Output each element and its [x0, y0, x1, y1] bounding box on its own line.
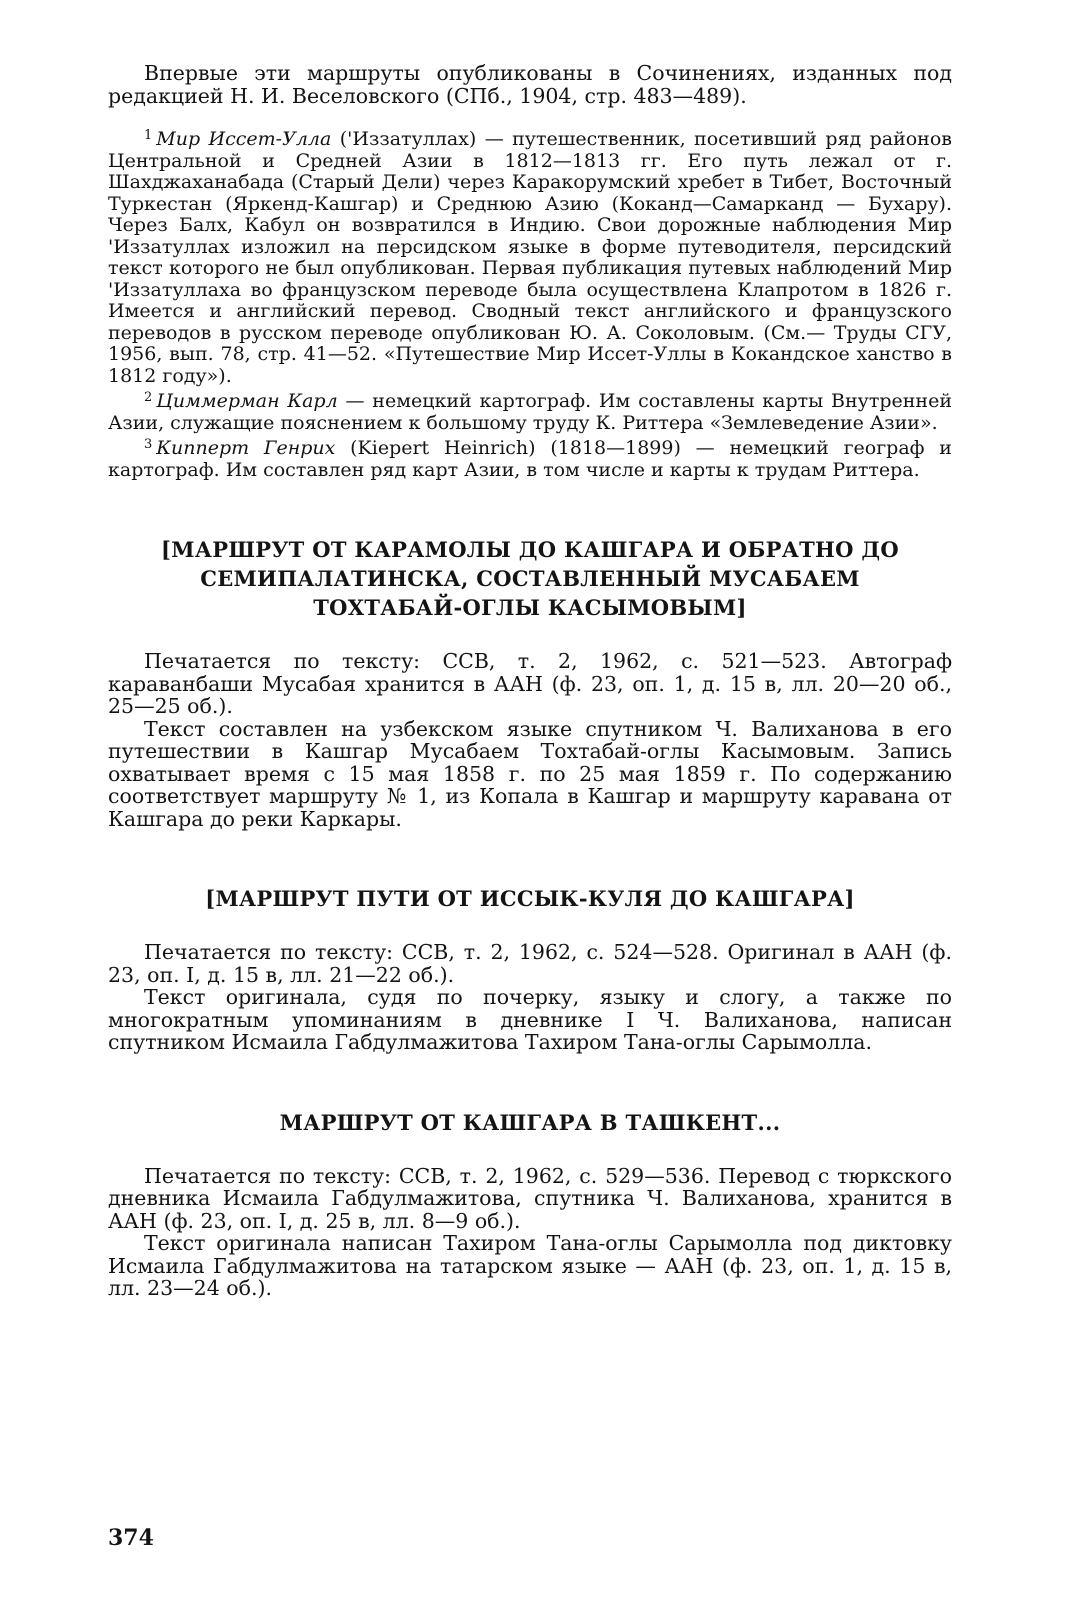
section-paragraph: Текст оригинала, судя по почерку, языку и слогу, а также по многократным упоминаниям в дневнике I Ч. Валиханова, написан спутником Исмаила Габдулмажитова Тахиром Тана-оглы Сарымолла.	[108, 985, 952, 1054]
footnote-2	[108, 387, 952, 434]
intro-paragraph: Впервые эти маршруты опубликованы в Сочинениях, изданных под редакцией Н. И. Веселовского (СПб., 1904, стр. 483—489).	[108, 61, 952, 108]
footnote-name: Мир Иссет-Улла	[156, 128, 332, 150]
section-heading: [МАРШРУТ ПУТИ ОТ ИССЫК-КУЛЯ ДО КАШГАРА]	[205, 886, 855, 911]
footnote-number: 2	[144, 390, 153, 405]
section-paragraph: Печатается по тексту: ССВ, т. 2, 1962, с. 529—536. Перевод с тюркского дневника Исмаила Габдулмажитова, спутника Ч. Валиханова, хранится в ААН (ф. 23, оп. I, д. 25 в, лл. 8—9 об.).	[108, 1163, 952, 1233]
footnotes	[108, 125, 952, 481]
footnote-1	[108, 125, 952, 387]
section-kashgar-tashkent	[108, 1108, 952, 1300]
section-heading: [МАРШРУТ ОТ КАРАМОЛЫ ДО КАШГАРА И ОБРАТНО ДО СЕМИПАЛАТИНСКА, СОСТАВЛЕННЫЙ МУСАБАЕМ ТОХТАБАЙ-ОГЛЫ КАСЫМОВЫМ]	[161, 537, 899, 620]
footnote-text: — немецкий картограф. Им составлены карты Внутренней Азии, служащие пояснением к большому труду К. Риттера «Землеведение Азии».	[108, 390, 952, 434]
footnote-name: Циммерман Карл	[156, 390, 338, 412]
footnote-text: ('Иззатуллах) — путешественник, посетивший ряд районов Центральной и Средней Азии в 1812—1813 гг. Его путь лежал от г. Шахджаханабада (Старый Дели) через Каракорумский хребет в Тибет, Восточный Туркестан (Яркенд-Кашгар) и Среднюю Азию (Коканд—Самарканд — Бухару). Через Балх, Кабул он возвратился в Индию. Свои дорожные наблюдения Мир 'Иззатуллах изложил на персидском языке в форме путеводителя, персидский текст которого не был опубликован. Первая публикация путевых наблюдений Мир 'Иззатуллаха во французском переводе была осуществлена Клапротом в 1826 г. Имеется и английский перевод. Сводный текст английского и французского переводов в русском переводе опубликован Ю. А. Соколовым. (См.— Труды СГУ, 1956, вып. 78, стр. 41—52. «Путешествие Мир Иссет-Уллы в Кокандское ханство в 1812 году»).	[108, 128, 952, 387]
page-body	[108, 62, 952, 1300]
section-issyk-kul-kashgar	[108, 884, 952, 1054]
section-paragraph: Текст составлен на узбекском языке спутником Ч. Валиханова в его путешествии в Кашгар Мусабаем Тохтабай-оглы Касымовым. Запись охватывает время с 15 мая 1858 г. по 25 мая 1859 г. По содержанию соответствует маршруту № 1, из Копала в Кашгар и маршруту каравана от Кашгара до реки Каркары.	[108, 716, 952, 831]
section-paragraph: Печатается по тексту: ССВ, т. 2, 1962, с. 524—528. Оригинал в ААН (ф. 23, оп. I, д. 15 в, лл. 21—22 об.).	[108, 940, 952, 987]
section-karamola-kashgar	[108, 535, 952, 830]
section-heading: МАРШРУТ ОТ КАШГАРА В ТАШКЕНТ...	[279, 1109, 781, 1135]
section-paragraph: Текст оригинала написан Тахиром Тана-оглы Сарымолла под диктовку Исмаила Габдулмажитова на татарском языке — ААН (ф. 23, оп. 1, д. 15 в, лл. 23—24 об.).	[108, 1231, 952, 1300]
footnote-text: (Kiepert Heinrich) (1818—1899) — немецкий географ и картограф. Им составлен ряд карт Азии, в том числе и карты к трудам Риттера.	[108, 437, 952, 481]
footnote-name: Кипперт Генрих	[156, 437, 336, 459]
section-paragraph: Печатается по тексту: ССВ, т. 2, 1962, с. 521—523. Автограф караванбаши Мусабая хранится в ААН (ф. 23, оп. 1, д. 15 в, лл. 20—20 об., 25—25 об.).	[108, 649, 952, 718]
footnote-number: 3	[144, 437, 153, 452]
footnote-number: 1	[144, 128, 153, 143]
footnote-3	[108, 434, 952, 481]
page-number: 374	[108, 1525, 154, 1551]
